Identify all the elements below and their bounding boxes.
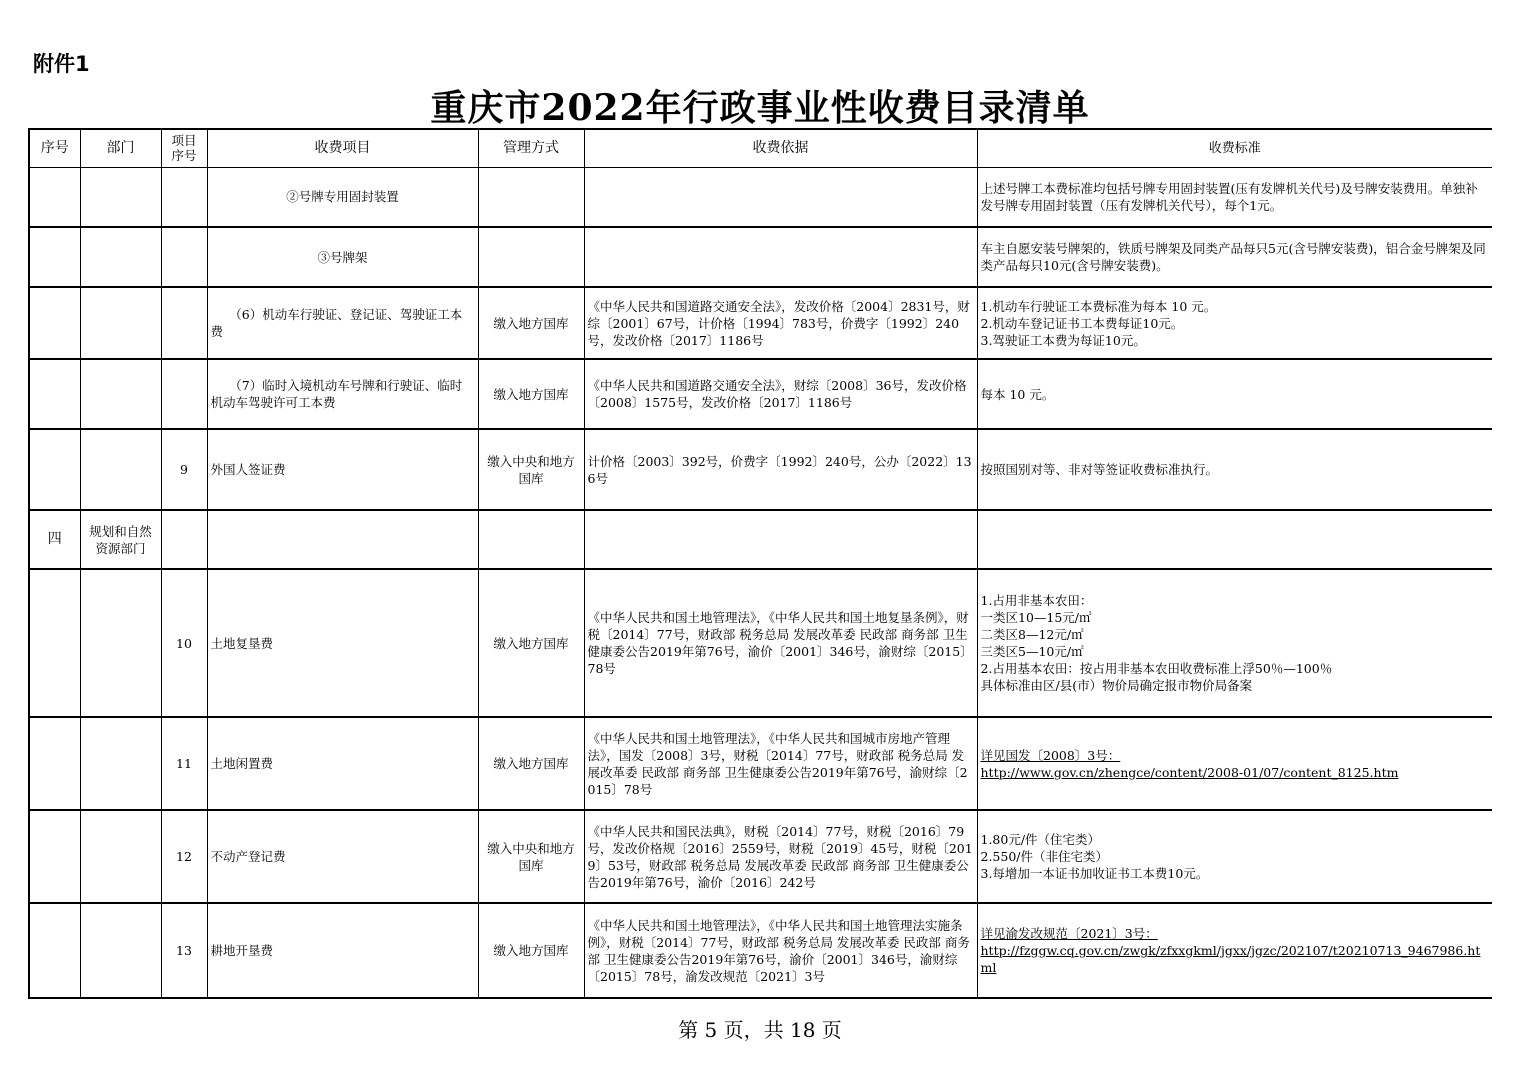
cell-dept [80, 717, 161, 810]
cell-mgmt: 缴入地方国库 [478, 717, 584, 810]
cell-standard: 1.占用非基本农田： 一类区10—15元/㎡ 二类区8—12元/㎡ 三类区5—10元/㎡ 2.占用基本农田：按占用非基本农田收费标准上浮50％—100％ 具体标准由区/县(市）物价局确定报市物价局备案 [977, 569, 1492, 717]
table-row [29, 903, 1492, 998]
cell-item: （7）临时入境机动车号牌和行驶证、临时机动车驾驶许可工本费 [207, 359, 478, 429]
cell-mgmt: 缴入地方国库 [478, 569, 584, 717]
cell-item: ③号牌架 [207, 227, 478, 287]
table-row [29, 167, 1492, 227]
cell-item: 不动产登记费 [207, 810, 478, 903]
cell-item-no [161, 359, 207, 429]
page-title: 重庆市2022年行政事业性收费目录清单 [430, 87, 1090, 129]
header-mgmt: 管理方式 [478, 129, 584, 167]
cell-standard-link[interactable]: 详见渝发改规范〔2021〕3号： http://fzggw.cq.gov.cn/zwgk/zfxxgkml/jgxx/jgzc/202107/t20210713_9467986.html [977, 903, 1492, 998]
cell-seq: 四 [29, 510, 80, 569]
cell-dept [80, 903, 161, 998]
header-basis: 收费依据 [584, 129, 977, 167]
cell-mgmt [478, 510, 584, 569]
cell-seq [29, 903, 80, 998]
cell-item-no [161, 510, 207, 569]
cell-seq [29, 227, 80, 287]
cell-standard [977, 510, 1492, 569]
cell-mgmt: 缴入地方国库 [478, 903, 584, 998]
header-seq: 序号 [29, 129, 80, 167]
cell-mgmt: 缴入中央和地方国库 [478, 810, 584, 903]
cell-standard-link[interactable]: 详见国发〔2008〕3号： http://www.gov.cn/zhengce/content/2008-01/07/content_8125.htm [977, 717, 1492, 810]
cell-seq [29, 287, 80, 359]
cell-item: 土地闲置费 [207, 717, 478, 810]
attachment-label: 附件1 [33, 52, 90, 76]
cell-seq [29, 429, 80, 510]
cell-item-no: 11 [161, 717, 207, 810]
cell-dept [80, 287, 161, 359]
cell-item: 耕地开垦费 [207, 903, 478, 998]
header-item: 收费项目 [207, 129, 478, 167]
cell-mgmt: 缴入地方国库 [478, 359, 584, 429]
table-row [29, 227, 1492, 287]
cell-dept: 规划和自然资源部门 [80, 510, 161, 569]
cell-item: 外国人签证费 [207, 429, 478, 510]
cell-standard: 1.80元/件（住宅类） 2.550/件（非住宅类） 3.每增加一本证书加收证书工本费10元。 [977, 810, 1492, 903]
cell-dept [80, 429, 161, 510]
cell-mgmt [478, 227, 584, 287]
cell-mgmt [478, 167, 584, 227]
header-standard: 收费标准 [977, 129, 1492, 167]
cell-basis: 《中华人民共和国土地管理法》，《中华人民共和国土地管理法实施条例》，财税〔2014〕77号，财政部 税务总局 发展改革委 民政部 商务部 卫生健康委公告2019年第76号，渝价〔2001〕346号，渝财综〔2015〕78号，渝发改规范〔2021〕3号 [584, 903, 977, 998]
cell-seq [29, 569, 80, 717]
cell-item-no: 13 [161, 903, 207, 998]
cell-basis [584, 227, 977, 287]
cell-basis: 《中华人民共和国道路交通安全法》，财综〔2008〕36号，发改价格〔2008〕1575号，发改价格〔2017〕1186号 [584, 359, 977, 429]
cell-seq [29, 167, 80, 227]
cell-standard: 上述号牌工本费标准均包括号牌专用固封装置(压有发牌机关代号)及号牌安装费用。单独补发号牌专用固封装置（压有发牌机关代号），每个1元。 [977, 167, 1492, 227]
cell-seq [29, 717, 80, 810]
table-row [29, 359, 1492, 429]
cell-item: （6）机动车行驶证、登记证、驾驶证工本费 [207, 287, 478, 359]
cell-standard: 每本 10 元。 [977, 359, 1492, 429]
header-dept: 部门 [80, 129, 161, 167]
cell-standard: 按照国别对等、非对等签证收费标准执行。 [977, 429, 1492, 510]
cell-standard: 车主自愿安装号牌架的，铁质号牌架及同类产品每只5元(含号牌安装费)，铝合金号牌架及同类产品每只10元(含号牌安装费)。 [977, 227, 1492, 287]
cell-dept [80, 569, 161, 717]
cell-basis: 《中华人民共和国土地管理法》，《中华人民共和国土地复垦条例》，财税〔2014〕77号，财政部 税务总局 发展改革委 民政部 商务部 卫生健康委公告2019年第76号，渝价〔2001〕346号，渝财综〔2015〕78号 [584, 569, 977, 717]
cell-dept [80, 359, 161, 429]
cell-basis [584, 510, 977, 569]
cell-item: 土地复垦费 [207, 569, 478, 717]
header-item-no: 项目 序号 [161, 129, 207, 167]
cell-mgmt: 缴入地方国库 [478, 287, 584, 359]
cell-basis: 计价格〔2003〕392号，价费字〔1992〕240号，公办〔2022〕136号 [584, 429, 977, 510]
cell-dept [80, 810, 161, 903]
table-row [29, 569, 1492, 717]
cell-mgmt: 缴入中央和地方国库 [478, 429, 584, 510]
table-row [29, 429, 1492, 510]
page-footer: 第 5 页，共 18 页 [678, 1018, 842, 1042]
table-row [29, 287, 1492, 359]
table-row [29, 717, 1492, 810]
cell-seq [29, 810, 80, 903]
table-row [29, 510, 1492, 569]
cell-basis [584, 167, 977, 227]
cell-item-no [161, 227, 207, 287]
cell-item-no: 10 [161, 569, 207, 717]
cell-item-no: 9 [161, 429, 207, 510]
cell-dept [80, 227, 161, 287]
cell-item-no [161, 167, 207, 227]
table-row [29, 810, 1492, 903]
cell-dept [80, 167, 161, 227]
cell-basis: 《中华人民共和国土地管理法》，《中华人民共和国城市房地产管理法》，国发〔2008〕3号，财税〔2014〕77号，财政部 税务总局 发展改革委 民政部 商务部 卫生健康委公告2019年第76号，渝财综〔2015〕78号 [584, 717, 977, 810]
cell-item-no [161, 287, 207, 359]
cell-item-no: 12 [161, 810, 207, 903]
cell-item: ②号牌专用固封装置 [207, 167, 478, 227]
header-row [29, 129, 1492, 167]
fee-catalog-table [28, 128, 1492, 999]
cell-seq [29, 359, 80, 429]
cell-basis: 《中华人民共和国道路交通安全法》，发改价格〔2004〕2831号，财综〔2001〕67号，计价格〔1994〕783号，价费字〔1992〕240号，发改价格〔2017〕1186号 [584, 287, 977, 359]
cell-standard: 1.机动车行驶证工本费标准为每本 10 元。 2.机动车登记证书工本费每证10元。 3.驾驶证工本费为每证10元。 [977, 287, 1492, 359]
cell-basis: 《中华人民共和国民法典》，财税〔2014〕77号，财税〔2016〕79号，发改价格规〔2016〕2559号，财税〔2019〕45号，财税〔2019〕53号，财政部 税务总局 发展改革委 民政部 商务部 卫生健康委公告2019年第76号，渝价〔2016〕242号 [584, 810, 977, 903]
cell-item [207, 510, 478, 569]
